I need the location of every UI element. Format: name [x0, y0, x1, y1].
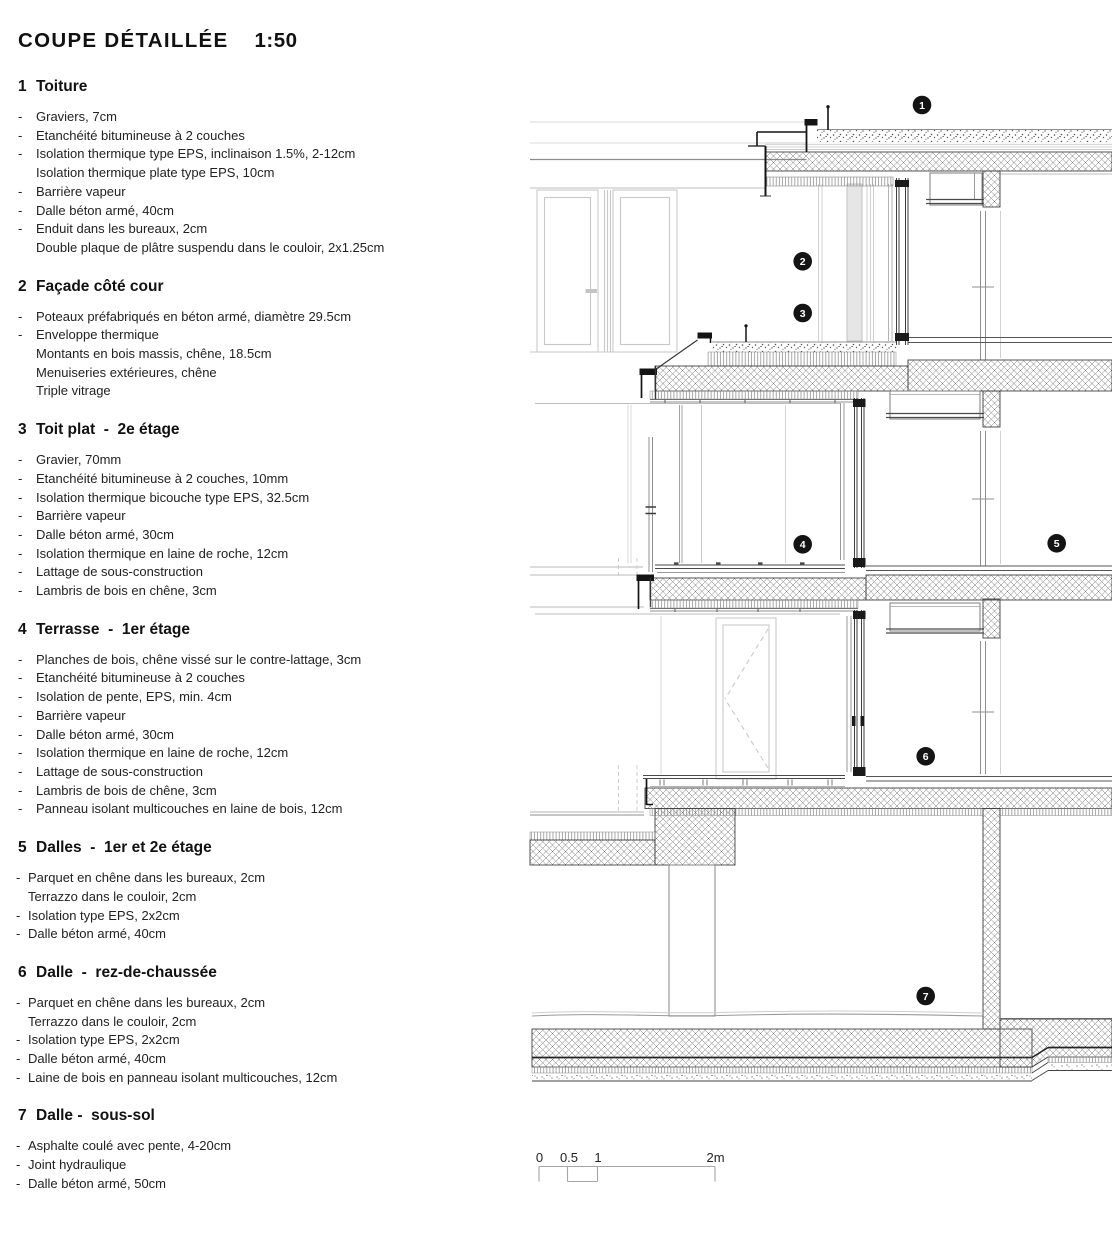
facade-mullion-2e [895, 178, 909, 345]
section-title: Dalle - rez-de-chaussée [36, 963, 217, 981]
svg-text:2: 2 [799, 256, 806, 269]
item-dash: - [18, 583, 23, 599]
item-text: Etanchéité bitumineuse à 2 couches, 10mm [36, 470, 289, 486]
item-text: Isolation thermique en laine de roche, 12cm [36, 545, 289, 561]
section-number: 1 [18, 78, 27, 95]
item-dash: - [18, 545, 23, 561]
item-text: Planches de bois, chêne vissé sur le contre-lattage, 3cm [36, 651, 362, 667]
section-markers [793, 96, 1066, 1006]
window-handle [586, 289, 598, 293]
item-text: Terrazzo dans le couloir, 2cm [28, 888, 197, 904]
item-dash: - [16, 994, 21, 1010]
item-text: Graviers, 7cm [36, 109, 117, 124]
item-dash: - [16, 907, 21, 923]
item-text: Isolation thermique plate type EPS, 10cm [36, 165, 275, 181]
item-dash: - [18, 327, 23, 343]
title-main: COUPE DÉTAILLÉE [18, 29, 229, 52]
section-title: Façade côté cour [36, 277, 164, 295]
item-dash: - [18, 689, 23, 705]
ground-slab-assembly [530, 610, 1112, 865]
concrete-downstand-roof [983, 171, 1000, 207]
item-text: Isolation type EPS, 2x2cm [28, 907, 180, 923]
item-text: Lambris de bois de chêne, 3cm [36, 782, 217, 798]
terrace-railing-post [646, 437, 657, 572]
item-dash: - [16, 1175, 21, 1191]
item-text: Barrière vapeur [36, 707, 126, 723]
roof-railing-post [826, 105, 829, 130]
item-dash: - [18, 651, 23, 667]
item-text: Joint hydraulique [28, 1157, 127, 1173]
scale-label-05: 0.5 [559, 1150, 579, 1165]
item-text: Enveloppe thermique [36, 327, 159, 343]
item-dash: - [18, 109, 23, 124]
corridor-clerestory-roof [926, 173, 984, 205]
corridor-clerestory-gf [886, 603, 984, 633]
item-dash: - [18, 202, 23, 218]
svg-text:6: 6 [922, 751, 929, 764]
item-dash: - [18, 127, 23, 143]
item-dash: - [18, 489, 23, 505]
svg-text:5: 5 [1053, 538, 1060, 551]
item-text: Isolation thermique en laine de roche, 12cm [36, 745, 289, 761]
item-text: Panneau isolant multicouches en laine de bois, 12cm [36, 801, 343, 817]
item-text: Etanchéité bitumineuse à 2 couches [36, 127, 245, 143]
item-dash: - [18, 183, 23, 199]
item-dash: - [18, 801, 23, 817]
marker-6 [916, 747, 935, 766]
corridor-partition-gf [981, 641, 986, 774]
item-text: Isolation type EPS, 2x2cm [28, 1032, 180, 1048]
section-title: Dalles - 1er et 2e étage [36, 839, 212, 857]
flat-roof-assembly [640, 178, 1112, 566]
item-dash: - [16, 1138, 21, 1154]
item-text: Parquet en chêne dans les bureaux, 2cm [28, 994, 266, 1010]
item-text: Triple vitrage [36, 383, 111, 399]
item-text: Dalle béton armé, 40cm [28, 1051, 167, 1067]
item-dash: - [16, 1051, 21, 1067]
elevation-door-gf [716, 618, 776, 779]
item-dash: - [18, 726, 23, 742]
marker-1 [913, 96, 932, 115]
scale-bar [536, 1150, 725, 1182]
item-text: Parquet en chêne dans les bureaux, 2cm [28, 870, 266, 886]
corridor-clerestory-2e [886, 391, 984, 419]
facade-mullion-1er [841, 398, 866, 568]
item-text: Dalle béton armé, 40cm [36, 202, 175, 218]
item-dash: - [18, 782, 23, 798]
item-dash: - [16, 870, 21, 886]
section-title: Toiture [36, 78, 88, 95]
item-text: Laine de bois en panneau isolant multicouches, 12cm [28, 1069, 338, 1085]
section-number: 4 [18, 620, 27, 638]
section-title: Toit plat - 2e étage [36, 421, 180, 439]
basement-column [669, 865, 715, 1016]
facade-mullion-gf [847, 610, 866, 776]
item-text: Double plaque de plâtre suspendu dans le couloir, 2x1.25cm [36, 239, 385, 255]
terrace-assembly [637, 398, 1112, 774]
item-text: Barrière vapeur [36, 183, 126, 199]
background-elevation-lines [530, 122, 1001, 815]
item-text: Isolation thermique bicouche type EPS, 32.5cm [36, 489, 310, 505]
item-text: Gravier, 70mm [36, 452, 122, 468]
svg-text:4: 4 [799, 539, 806, 552]
item-text: Montants en bois massis, chêne, 18.5cm [36, 346, 272, 362]
item-dash: - [16, 926, 21, 942]
item-text: Lambris de bois en chêne, 3cm [36, 583, 217, 599]
item-dash: - [18, 564, 23, 580]
item-text: Poteaux préfabriqués en béton armé, diamètre 29.5cm [36, 308, 352, 324]
section-number: 6 [18, 963, 27, 981]
item-text: Terrazzo dans le couloir, 2cm [28, 1013, 197, 1029]
item-dash: - [16, 1157, 21, 1173]
item-dash: - [16, 1032, 21, 1048]
item-text: Dalle béton armé, 50cm [28, 1175, 167, 1191]
scale-label-0: 0 [535, 1150, 544, 1165]
item-dash: - [18, 745, 23, 761]
concrete-downstand-2e [983, 391, 1000, 427]
section-title: Terrasse - 1er étage [36, 620, 190, 638]
item-dash: - [18, 470, 23, 486]
item-text: Isolation thermique type EPS, inclinaison 1.5%, 2-12cm [36, 146, 356, 162]
item-dash: - [18, 308, 23, 324]
item-dash: - [18, 452, 23, 468]
item-text: Dalle béton armé, 40cm [28, 926, 167, 942]
concrete-downstand-1er [983, 599, 1000, 638]
flat-roof-railing-post [744, 324, 747, 342]
basement-wall [983, 809, 1000, 1030]
edge-beam [655, 809, 735, 866]
item-dash: - [16, 1069, 21, 1085]
item-dash: - [18, 508, 23, 524]
item-dash: - [18, 146, 23, 162]
scale-label-1: 1 [594, 1150, 602, 1165]
section-number: 2 [18, 277, 27, 295]
item-text: Lattage de sous-construction [36, 763, 203, 779]
item-text: Isolation de pente, EPS, min. 4cm [36, 689, 232, 705]
item-dash: - [18, 526, 23, 542]
svg-text:7: 7 [922, 990, 929, 1003]
svg-text:3: 3 [799, 307, 806, 320]
section-number: 7 [18, 1107, 27, 1125]
item-text: Dalle béton armé, 30cm [36, 726, 175, 742]
section-number: 3 [18, 421, 27, 439]
loggia-glazing-2e [819, 184, 893, 341]
section-title: Dalle - sous-sol [36, 1107, 155, 1125]
item-dash: - [18, 670, 23, 686]
asphalt-surface [532, 1011, 983, 1013]
scale-label-2m: 2m [706, 1150, 725, 1165]
item-text: Menuiseries extérieures, chêne [36, 364, 217, 380]
item-dash: - [18, 221, 23, 237]
item-text: Enduit dans les bureaux, 2cm [36, 221, 208, 237]
exterior-walkway-slab [530, 840, 655, 865]
marker-7 [916, 987, 935, 1006]
section-number: 5 [18, 839, 27, 857]
item-dash: - [18, 707, 23, 723]
exterior-walkway-lattice [530, 832, 655, 840]
elevation-window-left [530, 190, 677, 352]
marker-3 [793, 304, 812, 323]
item-text: Etanchéité bitumineuse à 2 couches [36, 670, 245, 686]
item-dash: - [18, 763, 23, 779]
marker-4 [793, 535, 812, 554]
item-text: Dalle béton armé, 30cm [36, 526, 175, 542]
item-text: Barrière vapeur [36, 508, 126, 524]
svg-text:1: 1 [919, 99, 925, 112]
marker-5 [1047, 534, 1066, 553]
title-scale: 1:50 [254, 29, 298, 52]
item-text: Lattage de sous-construction [36, 564, 203, 580]
item-text: Asphalte coulé avec pente, 4-20cm [28, 1138, 232, 1154]
marker-2 [793, 252, 812, 271]
